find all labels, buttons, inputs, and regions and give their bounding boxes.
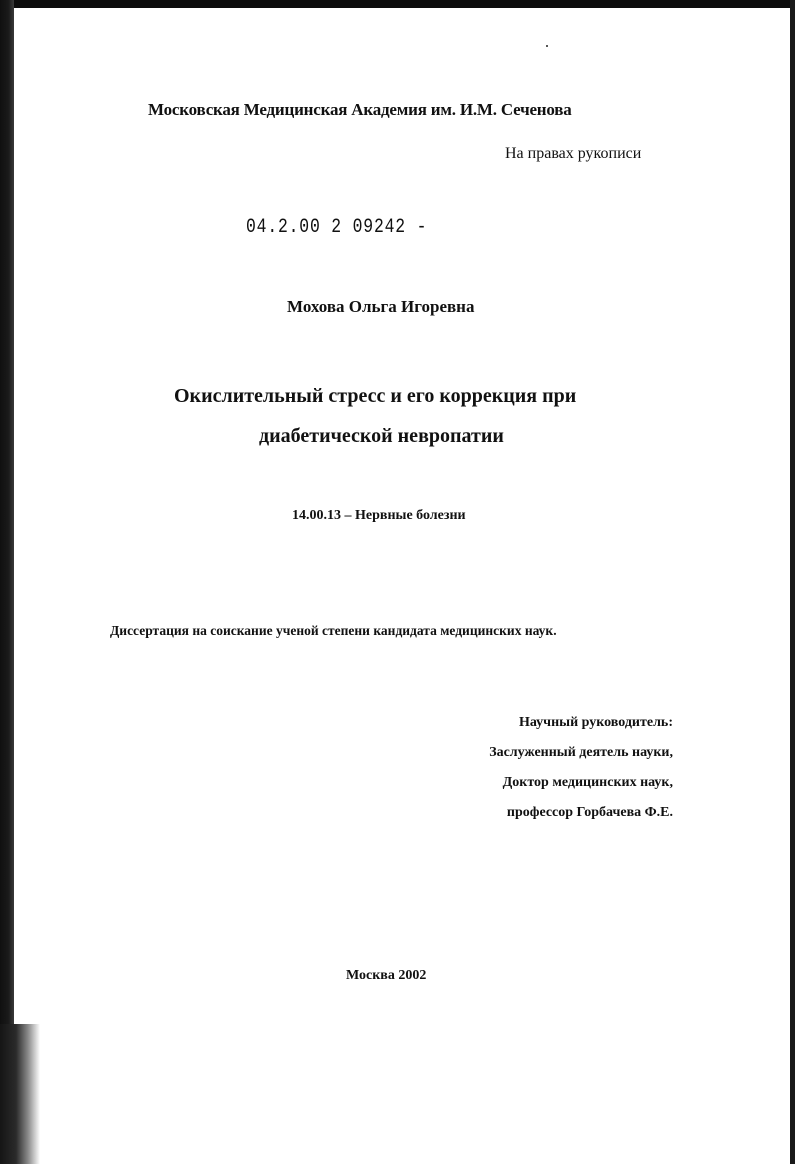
scan-edge-top [0,0,795,8]
specialty: 14.00.13 – Нервные болезни [292,508,466,523]
supervisor-name: профессор Горбачева Ф.Е. [506,805,673,820]
supervisor-degree: Доктор медицинских наук, [502,775,673,790]
thesis-title-line-1: Окислительный стресс и его коррекция при [174,385,577,407]
rights-note: На правах рукописи [505,145,642,162]
dissertation-note: Диссертация на соискание ученой степени кандидата медицинских наук. [110,623,557,638]
scan-edge-left [0,0,14,1164]
scan-speck [546,45,548,47]
supervisor-block [489,708,673,828]
supervisor-heading: Научный руководитель: [519,715,673,730]
scan-edge-bottom-left [0,1024,40,1164]
scan-edge-right [790,0,795,1164]
city-year: Москва 2002 [346,968,427,983]
author-name: Мохова Ольга Игоревна [287,297,475,316]
supervisor-honor: Заслуженный деятель науки, [489,745,673,760]
registration-code: 04.2.00 2 09242 - [246,216,428,239]
thesis-title-line-2: диабетической невропатии [259,425,504,447]
institution-name: Московская Медицинская Академия им. И.М. Сеченова [148,100,572,119]
